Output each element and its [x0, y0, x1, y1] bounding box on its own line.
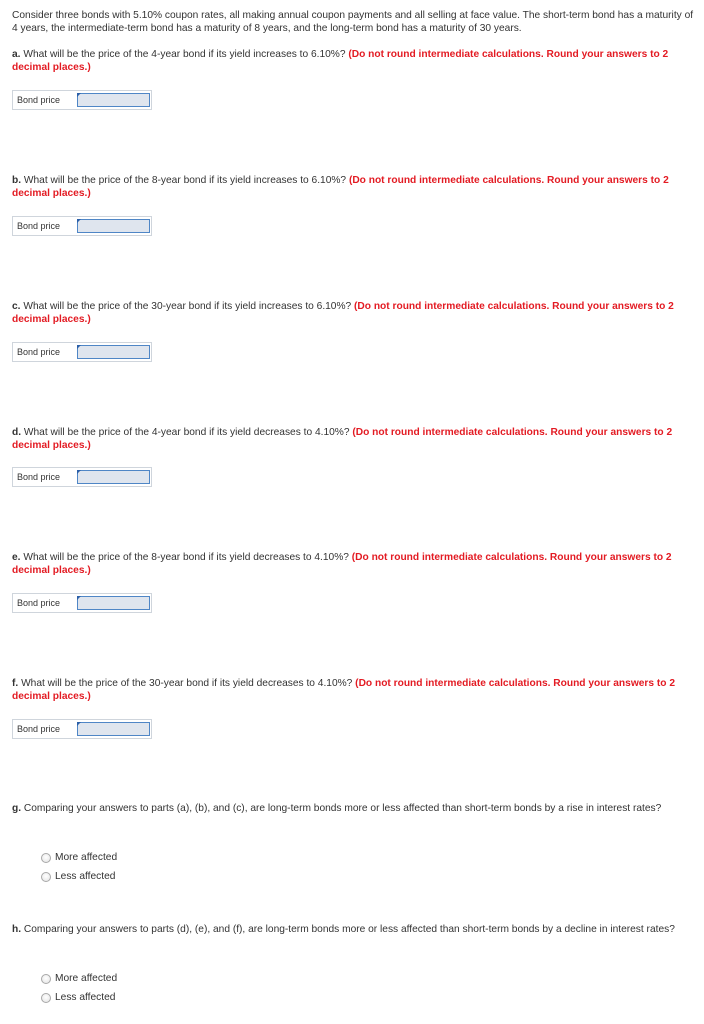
option-label: More affected: [55, 973, 118, 984]
input-corner-marker: [77, 596, 81, 600]
question-a: [12, 48, 698, 74]
problem-intro: Consider three bonds with 5.10% coupon rates, all making annual coupon payments and all selling at face value. The short-term bond has a maturity of 4 years, the intermediate-term bond has a maturity of 8 years, and the long-term bond has a maturity of 30 years.: [12, 10, 694, 34]
question-text: What will be the price of the 30-year bond if its yield decreases to 4.10%?: [18, 678, 356, 689]
question-g: [12, 802, 698, 815]
option-label: Less affected: [55, 871, 116, 882]
radio-button[interactable]: [41, 872, 51, 882]
bond-price-label: Bond price: [17, 724, 61, 734]
answer-row-f: [12, 719, 152, 739]
question-text: Comparing your answers to parts (d), (e), and (f), are long-term bonds more or less affected than short-term bonds by a decline in interest rates?: [21, 924, 675, 935]
bond-price-input-a[interactable]: [77, 93, 150, 107]
input-corner-marker: [77, 345, 81, 349]
radio-button[interactable]: [41, 853, 51, 863]
rounding-instruction: (Do not round intermediate calculations. Round your answers to 2 decimal places.): [12, 678, 675, 702]
question-e: [12, 551, 698, 577]
answer-row-b: [12, 216, 152, 236]
bond-price-input-d[interactable]: [77, 470, 150, 484]
input-corner-marker: [77, 470, 81, 474]
radio-button[interactable]: [41, 974, 51, 984]
input-corner-marker: [77, 219, 81, 223]
input-corner-marker: [77, 722, 81, 726]
bond-price-input-f[interactable]: [77, 722, 150, 736]
radio-button[interactable]: [41, 993, 51, 1003]
question-text: What will be the price of the 4-year bond if its yield decreases to 4.10%?: [21, 427, 353, 438]
question-text: What will be the price of the 30-year bond if its yield increases to 6.10%?: [20, 301, 355, 312]
question-f: [12, 677, 698, 703]
rounding-instruction: (Do not round intermediate calculations. Round your answers to 2 decimal places.): [12, 175, 669, 199]
bond-price-label: Bond price: [17, 598, 61, 608]
rounding-instruction: (Do not round intermediate calculations. Round your answers to 2 decimal places.): [12, 427, 673, 451]
answer-row-e: [12, 593, 152, 613]
option-label: More affected: [55, 852, 118, 863]
bond-price-input-c[interactable]: [77, 345, 150, 359]
bond-price-input-e[interactable]: [77, 596, 150, 610]
question-letter: g.: [12, 803, 22, 814]
answer-row-d: [12, 467, 152, 487]
question-letter: d.: [12, 427, 22, 438]
question-letter: h.: [12, 924, 22, 935]
question-b: [12, 174, 698, 200]
question-letter: e.: [12, 552, 21, 563]
question-c: [12, 300, 698, 326]
question-h: [12, 923, 698, 936]
rounding-instruction: (Do not round intermediate calculations. Round your answers to 2 decimal places.): [12, 49, 669, 73]
bond-price-label: Bond price: [17, 95, 61, 105]
question-text: What will be the price of the 8-year bond if its yield increases to 6.10%?: [21, 175, 349, 186]
rounding-instruction: (Do not round intermediate calculations. Round your answers to 2 decimal places.): [12, 552, 672, 576]
question-letter: c.: [12, 301, 21, 312]
bond-price-input-b[interactable]: [77, 219, 150, 233]
bond-price-label: Bond price: [17, 221, 61, 231]
answer-row-a: [12, 90, 152, 110]
question-text: What will be the price of the 8-year bond if its yield decreases to 4.10%?: [20, 552, 352, 563]
question-text: What will be the price of the 4-year bond if its yield increases to 6.10%?: [20, 49, 349, 60]
bond-price-label: Bond price: [17, 472, 61, 482]
input-corner-marker: [77, 93, 81, 97]
question-d: [12, 426, 698, 452]
question-letter: b.: [12, 175, 22, 186]
option-label: Less affected: [55, 992, 116, 1003]
question-letter: a.: [12, 49, 21, 60]
answer-row-c: [12, 342, 152, 362]
bond-price-label: Bond price: [17, 347, 61, 357]
question-text: Comparing your answers to parts (a), (b), and (c), are long-term bonds more or less affected than short-term bonds by a rise in interest rates?: [21, 803, 662, 814]
rounding-instruction: (Do not round intermediate calculations. Round your answers to 2 decimal places.): [12, 301, 674, 325]
question-letter: f.: [12, 678, 19, 689]
